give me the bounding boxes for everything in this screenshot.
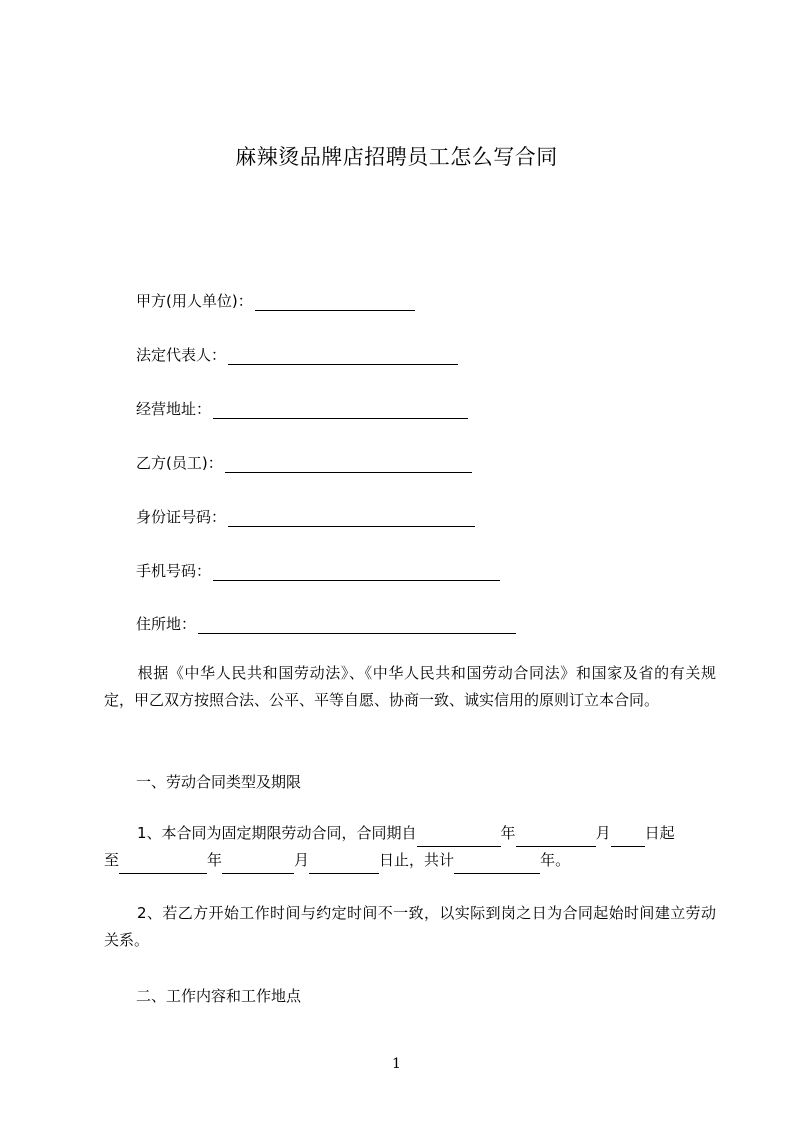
- section-1-heading: 一、劳动合同类型及期限: [136, 773, 302, 791]
- total-years-label: 年。: [540, 851, 571, 869]
- field-phone-blank[interactable]: [213, 563, 500, 581]
- field-employee: [136, 453, 472, 473]
- field-residence-label: 住所地：: [136, 615, 197, 633]
- field-employee-blank[interactable]: [225, 455, 472, 473]
- start-month-label: 月: [595, 824, 611, 842]
- term-prefix: 1、本合同为固定期限劳动合同，合同期自: [137, 824, 417, 842]
- end-day-blank[interactable]: [309, 855, 379, 874]
- field-address-label: 经营地址：: [136, 400, 212, 418]
- field-employer-label: 甲方(用人单位)：: [136, 292, 253, 310]
- end-year-label: 年: [207, 851, 223, 869]
- start-year-blank[interactable]: [417, 828, 501, 847]
- field-address: [136, 399, 468, 419]
- field-legal-rep-label: 法定代表人：: [136, 346, 227, 364]
- total-years-blank[interactable]: [454, 855, 540, 874]
- page-number: 1: [392, 1056, 401, 1072]
- end-month-label: 月: [294, 851, 310, 869]
- end-year-blank[interactable]: [119, 855, 207, 874]
- field-phone-label: 手机号码：: [136, 562, 212, 580]
- field-id-number: [136, 507, 475, 527]
- start-day-blank[interactable]: [611, 828, 645, 847]
- field-legal-rep: [136, 345, 458, 365]
- section-1-item-1: [104, 820, 716, 874]
- field-employee-label: 乙方(员工)：: [136, 454, 223, 472]
- document-title: 麻辣烫品牌店招聘员工怎么写合同: [235, 145, 558, 169]
- start-month-blank[interactable]: [516, 828, 596, 847]
- section-2-heading: 二、工作内容和工作地点: [136, 987, 302, 1005]
- start-year-label: 年: [500, 824, 516, 842]
- preamble-text: 根据《中华人民共和国劳动法》、《中华人民共和国劳动合同法》和国家及省的有关规定，甲乙双方按照合法、公平、平等自愿、协商一致、诚实信用的原则订立本合同。: [104, 664, 716, 709]
- field-id-number-blank[interactable]: [228, 509, 475, 527]
- field-phone: [136, 561, 500, 581]
- preamble-paragraph: [104, 660, 716, 714]
- field-employer: [136, 291, 415, 311]
- item-2-text: 2、若乙方开始工作时间与约定时间不一致，以实际到岗之日为合同起始时间建立劳动关系。: [104, 904, 716, 949]
- field-id-number-label: 身份证号码：: [136, 508, 227, 526]
- section-1-item-2: [104, 900, 716, 954]
- field-legal-rep-blank[interactable]: [228, 347, 458, 365]
- start-day-label: 日起: [644, 824, 675, 842]
- field-residence-blank[interactable]: [198, 616, 516, 634]
- to-label: 至: [104, 851, 120, 869]
- field-address-blank[interactable]: [213, 401, 468, 419]
- end-day-label: 日止，共计: [379, 851, 455, 869]
- end-month-blank[interactable]: [222, 855, 294, 874]
- field-residence: [136, 614, 516, 634]
- field-employer-blank[interactable]: [255, 293, 415, 311]
